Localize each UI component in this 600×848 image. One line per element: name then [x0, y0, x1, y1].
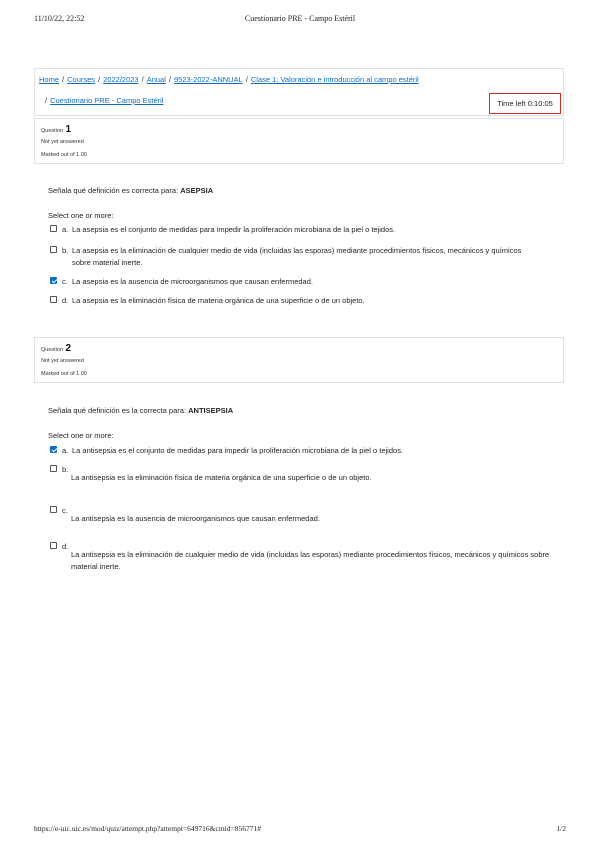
option-letter: d.	[62, 296, 69, 305]
question-2-prompt: Select one or more:	[48, 431, 114, 440]
breadcrumb	[39, 75, 419, 84]
option-letter: d.	[62, 542, 69, 551]
question-keyword: ANTISEPSIA	[188, 406, 234, 415]
question-number	[41, 124, 71, 135]
question-number-value: 2	[65, 343, 72, 354]
breadcrumb-anual-link[interactable]: Anual	[146, 75, 166, 84]
breadcrumb-separator: /	[45, 96, 48, 105]
option-text: La asepsia es la eliminación de cualquier medio de vida (incluidas las esporas) mediante procedimientos físicos, mecánicos y químicos sobre material inerte.	[72, 246, 522, 267]
quiz-timer	[489, 93, 561, 114]
breadcrumb-continued	[45, 96, 163, 105]
question-label: Question	[41, 128, 64, 134]
option-letter: c.	[62, 277, 68, 286]
option-text: La antisepsia es el conjunto de medidas para impedir la proliferación microbiana de la piel o tejidos.	[72, 446, 404, 455]
checkbox[interactable]	[50, 542, 57, 549]
breadcrumb-class-link[interactable]: Clase 1: Valoración e introducción al campo estéril	[250, 75, 419, 84]
breadcrumb-separator: /	[168, 75, 171, 84]
breadcrumb-year-link[interactable]: 2022/2023	[103, 75, 139, 84]
print-date: 11/10/22, 22:52	[34, 14, 85, 23]
question-1-info	[34, 118, 564, 164]
question-number	[41, 343, 71, 354]
checkbox[interactable]	[50, 296, 57, 303]
breadcrumb-separator: /	[62, 75, 65, 84]
breadcrumb-courses-link[interactable]: Courses	[67, 75, 96, 84]
question-2-text	[48, 406, 233, 415]
breadcrumb-course-link[interactable]: 9523-2022-ANNUAL	[173, 75, 243, 84]
option-letter: a.	[62, 446, 69, 455]
breadcrumb-panel	[34, 68, 564, 116]
timer-value: 0:10:05	[527, 99, 553, 108]
timer-label: Time left	[497, 99, 526, 108]
question-text-prefix: Señala qué definición es correcta para:	[48, 186, 179, 195]
breadcrumb-separator: /	[245, 75, 248, 84]
breadcrumb-separator: /	[141, 75, 144, 84]
print-header	[34, 14, 566, 26]
question-2-info	[34, 337, 564, 383]
question-1-text	[48, 186, 213, 195]
option-letter: c.	[62, 506, 68, 515]
question-state: Not yet answered	[41, 358, 84, 364]
checkbox[interactable]	[50, 225, 57, 232]
option-text: La antisepsia es la eliminación de cualquier medio de vida (incluidas las esporas) mediante procedimientos físicos, mecánicos y químicos sobre material inerte.	[71, 550, 550, 571]
checkbox-checked[interactable]	[50, 277, 57, 284]
checkbox[interactable]	[50, 246, 57, 253]
question-grade: Marked out of 1.00	[41, 152, 87, 158]
option-text: La asepsia es la ausencia de microorganismos que causan enfermedad.	[72, 277, 313, 286]
print-url: https://e-uic.uic.es/mod/quiz/attempt.php?attempt=649716&cmid=856771#	[34, 824, 261, 833]
question-text-prefix: Señala qué definición es la correcta para:	[48, 406, 187, 415]
checkbox[interactable]	[50, 506, 57, 513]
option-text: La antisepsia es la eliminación física de materia orgánica de una superficie o de un objeto.	[71, 473, 372, 482]
breadcrumb-home-link[interactable]: Home	[39, 75, 60, 84]
print-page-number: 1/2	[556, 824, 566, 833]
checkbox[interactable]	[50, 465, 57, 472]
option-letter: b.	[62, 246, 69, 255]
question-state: Not yet answered	[41, 139, 84, 145]
checkbox-checked[interactable]	[50, 446, 57, 453]
option-text: La antisepsia es la ausencia de microorganismos que causan enfermedad.	[71, 514, 320, 523]
question-keyword: ASEPSIA	[180, 186, 214, 195]
option-letter: a.	[62, 225, 69, 234]
option-letter: b.	[62, 465, 69, 474]
option-text: La asepsia es la eliminación física de materia orgánica de una superficie o de un objeto.	[72, 296, 365, 305]
breadcrumb-quiz-link[interactable]: Cuestionario PRE - Campo Estéril	[50, 96, 164, 105]
question-grade: Marked out of 1.00	[41, 371, 87, 377]
question-number-value: 1	[65, 124, 72, 135]
question-label: Question	[41, 347, 64, 353]
question-1-prompt: Select one or more:	[48, 211, 114, 220]
breadcrumb-separator: /	[98, 75, 101, 84]
print-footer	[34, 824, 566, 836]
option-text: La asepsia es el conjunto de medidas para impedir la proliferación microbiana de la piel o tejidos.	[72, 225, 396, 234]
print-title: Cuestionario PRE - Campo Estéril	[244, 14, 356, 23]
